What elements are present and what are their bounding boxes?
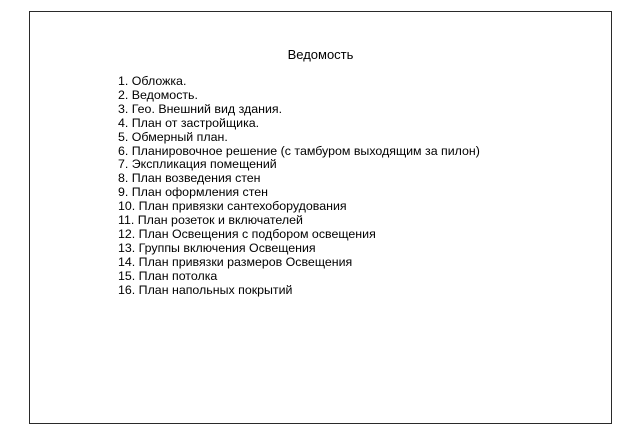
- list-item: 8. План возведения стен: [118, 171, 261, 186]
- list-item: 1. Обложка.: [118, 74, 187, 88]
- list-item: 2. Ведомость.: [118, 87, 198, 102]
- document-sheet: [29, 11, 612, 424]
- list-item: 16. План напольных покрытий: [118, 282, 293, 297]
- list-item: 4. План от застройщика.: [118, 115, 260, 130]
- list-item: 9. План оформления стен: [118, 185, 268, 200]
- contents-list: [118, 75, 480, 298]
- list-item: 11. План розеток и включателей: [118, 213, 303, 228]
- list-item: 7. Экспликация помещений: [118, 157, 277, 172]
- list-item: 3. Гео. Внешний вид здания.: [118, 101, 283, 116]
- document-title: Ведомость: [287, 47, 354, 62]
- list-item: 5. Обмерный план.: [118, 129, 228, 144]
- list-item: 13. Группы включения Освещения: [118, 240, 316, 255]
- list-item: 14. План привязки размеров Освещения: [118, 254, 353, 269]
- list-item: 15. План потолка: [118, 268, 218, 283]
- list-item: 10. План привязки сантехоборудования: [118, 199, 347, 214]
- list-item: 6. Планировочное решение (с тамбуром выходящим за пилон): [118, 143, 480, 158]
- list-item: 12. План Освещения с подбором освещения: [118, 226, 376, 241]
